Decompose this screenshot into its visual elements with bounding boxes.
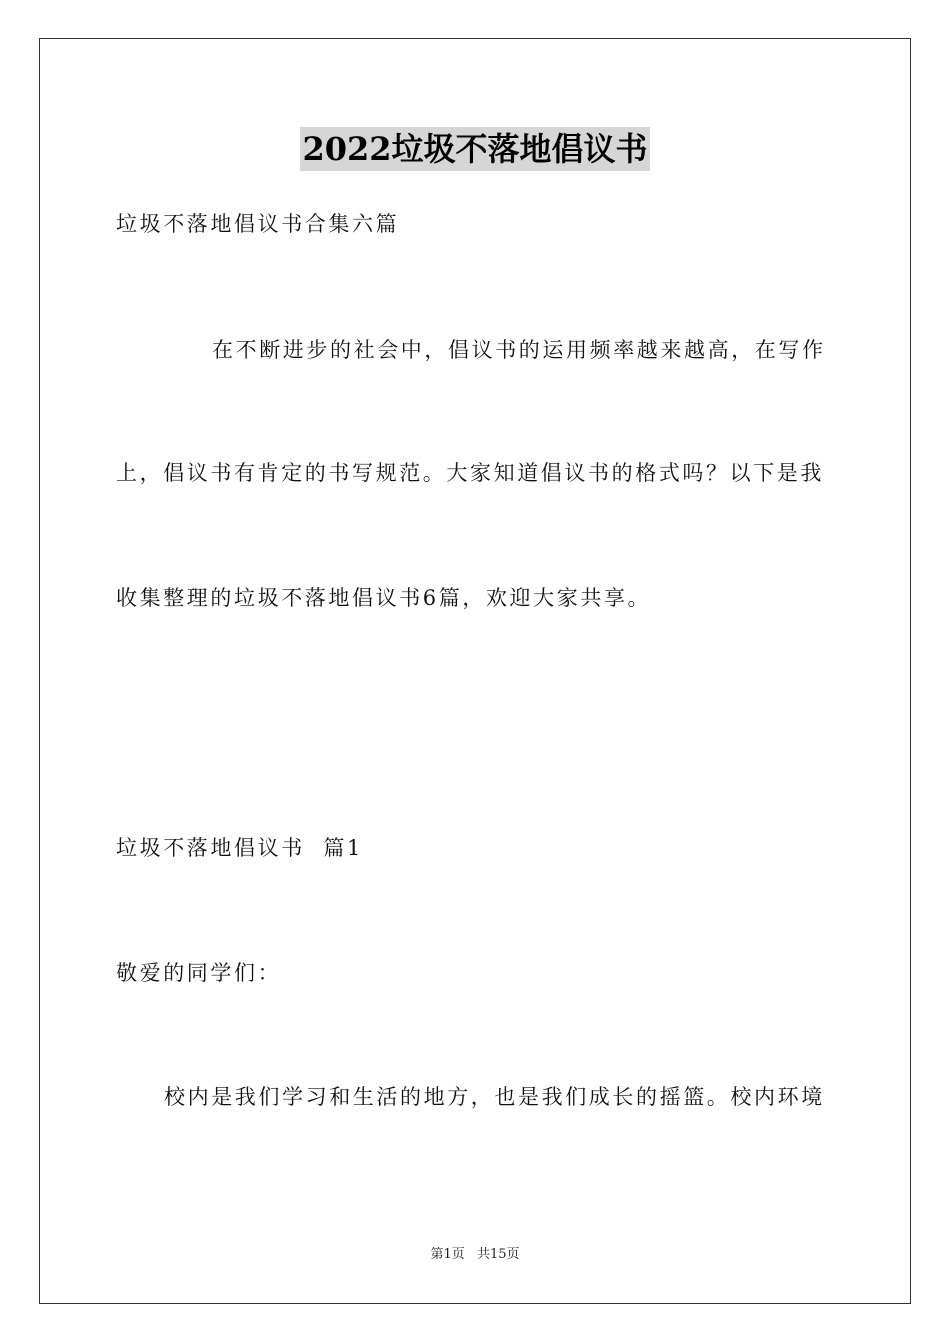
body-paragraph-line: 校内是我们学习和生活的地方，也是我们成长的摇篮。校内环境: [164, 1085, 825, 1109]
document-title: 2022垃圾不落地倡议书: [300, 127, 649, 171]
page-number: 第1页: [430, 1247, 465, 1262]
document-subtitle: 垃圾不落地倡议书合集六篇: [116, 212, 400, 236]
page-total: 共15页: [476, 1247, 520, 1262]
intro-line-3: 收集整理的垃圾不落地倡议书6篇，欢迎大家共享。: [116, 586, 652, 610]
intro-line-2: 上，倡议书有肯定的书写规范。大家知道倡议书的格式吗？以下是我: [116, 461, 824, 485]
salutation: 敬爱的同学们：: [116, 961, 282, 985]
intro-line-1: 在不断进步的社会中，倡议书的运用频率越来越高，在写作: [212, 338, 826, 362]
section-heading: 垃圾不落地倡议书 篇1: [116, 836, 363, 860]
page-footer: [0, 1246, 950, 1264]
title-container: [0, 127, 950, 171]
